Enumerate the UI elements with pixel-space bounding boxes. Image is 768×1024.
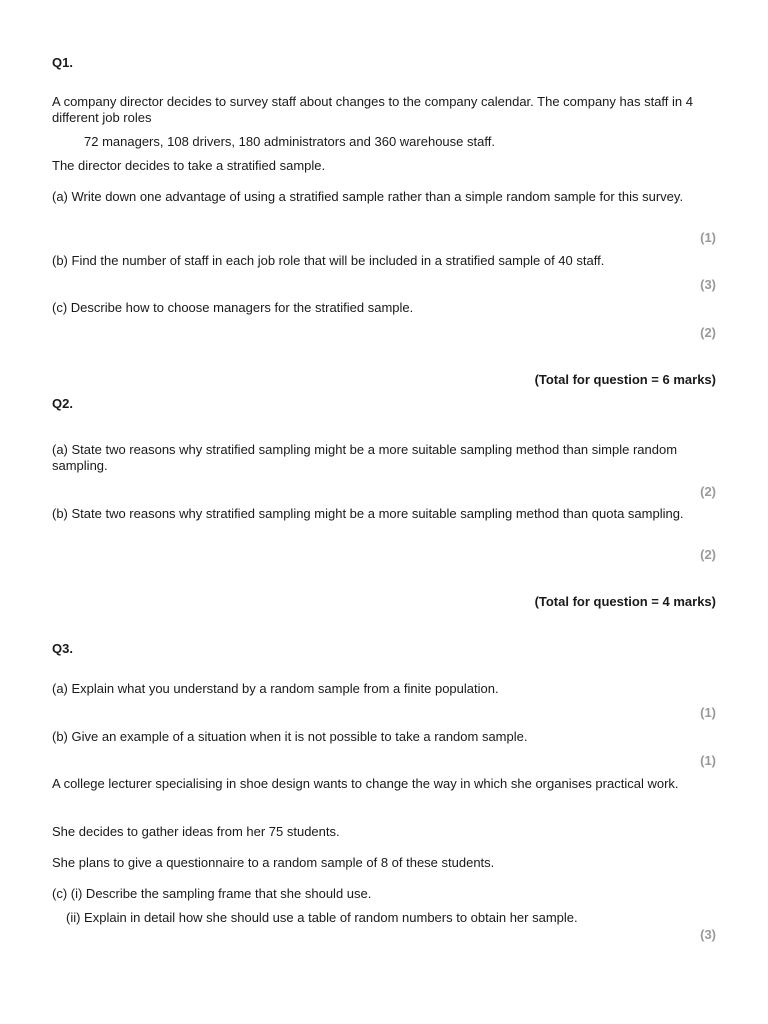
q1-label: Q1. xyxy=(52,55,73,70)
q1-part-a-marks: (1) xyxy=(700,230,716,245)
q3-part-a: (a) Explain what you understand by a random sample from a finite population. xyxy=(52,681,499,696)
q2-part-b: (b) State two reasons why stratified sampling might be a more suitable sampling method than quota sampling. xyxy=(52,506,684,521)
q1-roles: 72 managers, 108 drivers, 180 administrators and 360 warehouse staff. xyxy=(84,134,495,149)
q3-context-3: She plans to give a questionnaire to a random sample of 8 of these students. xyxy=(52,855,495,870)
q1-intro: A company director decides to survey staff about changes to the company calendar. The company has staff in 4 different job roles xyxy=(52,94,693,125)
q3-part-b-marks: (1) xyxy=(700,753,716,768)
q1-part-b: (b) Find the number of staff in each job role that will be included in a stratified sample of 40 staff. xyxy=(52,253,605,268)
q3-label: Q3. xyxy=(52,641,73,656)
q3-part-c-marks: (3) xyxy=(700,927,716,942)
q3-part-c-i: (c) (i) Describe the sampling frame that she should use. xyxy=(52,886,372,901)
q3-part-a-marks: (1) xyxy=(700,705,716,720)
q2-part-b-marks: (2) xyxy=(700,547,716,562)
q1-total: (Total for question = 6 marks) xyxy=(534,372,716,387)
q1-part-a: (a) Write down one advantage of using a stratified sample rather than a simple random sample for this survey. xyxy=(52,189,684,204)
q2-total: (Total for question = 4 marks) xyxy=(534,594,716,609)
q1-part-c: (c) Describe how to choose managers for the stratified sample. xyxy=(52,300,414,315)
q1-part-b-marks: (3) xyxy=(700,277,716,292)
q3-context-2: She decides to gather ideas from her 75 students. xyxy=(52,824,340,839)
q2-label: Q2. xyxy=(52,396,73,411)
q1-sample-line: The director decides to take a stratified sample. xyxy=(52,158,326,173)
q2-part-a-marks: (2) xyxy=(700,484,716,499)
q3-context-1: A college lecturer specialising in shoe design wants to change the way in which she organises practical work. xyxy=(52,776,679,791)
q3-part-c-ii: (ii) Explain in detail how she should use a table of random numbers to obtain her sample. xyxy=(66,910,578,925)
q1-part-c-marks: (2) xyxy=(700,325,716,340)
q2-part-a: (a) State two reasons why stratified sampling might be a more suitable sampling method than simple random sampling. xyxy=(52,442,678,473)
q3-part-b: (b) Give an example of a situation when it is not possible to take a random sample. xyxy=(52,729,528,744)
